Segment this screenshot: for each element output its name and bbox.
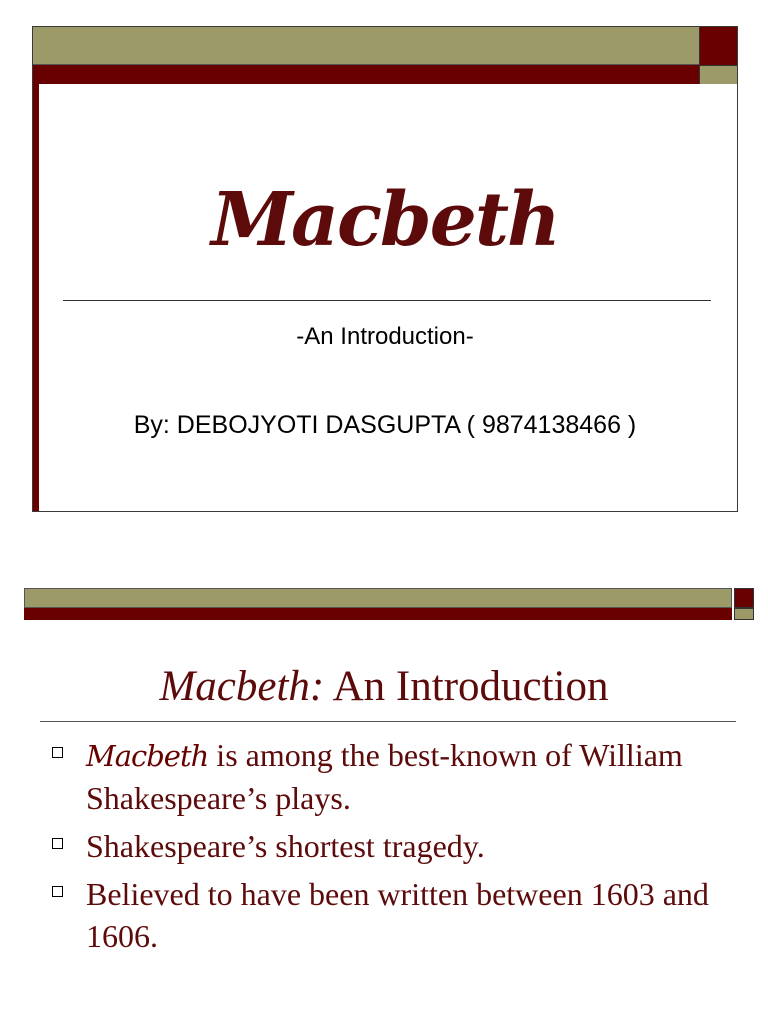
bullet-text: Shakespeare’s shortest tragedy.	[86, 828, 485, 864]
bullet-item	[44, 873, 724, 957]
author-line: By: DEBOJYOTI DASGUPTA ( 9874138466 )	[133, 411, 637, 439]
content-slide	[24, 588, 754, 1024]
corner-maroon-square	[699, 27, 737, 65]
slide-heading	[24, 662, 744, 711]
heading-divider	[40, 721, 736, 722]
title-slide	[32, 26, 738, 512]
hollow-square-icon	[52, 838, 63, 849]
corner-maroon-square	[734, 588, 754, 608]
title-divider	[63, 300, 711, 301]
hollow-square-icon	[52, 886, 63, 897]
left-maroon-stripe	[33, 84, 39, 511]
bullet-item	[44, 734, 724, 819]
corner-olive-square	[734, 608, 754, 620]
bullet-text: Believed to have been written between 1603 and 1606.	[86, 876, 709, 954]
bullet-text: is among the best-known of William Shakespeare’s plays.	[86, 737, 683, 816]
header-maroon-bar	[24, 608, 732, 620]
slide-subtitle: -An Introduction-	[296, 323, 474, 350]
header-olive-bar	[24, 588, 732, 608]
header-olive-bar	[33, 27, 699, 65]
corner-olive-square	[699, 65, 737, 84]
hollow-square-icon	[52, 747, 63, 758]
bullet-list	[44, 734, 724, 963]
heading-rest: An Introduction	[324, 663, 609, 710]
slide-title: Macbeth	[211, 177, 559, 263]
heading-italic-part: Macbeth:	[159, 663, 325, 710]
bullet-emphasis: Macbeth	[86, 739, 209, 773]
header-maroon-bar	[33, 65, 699, 84]
bullet-item	[44, 825, 724, 867]
